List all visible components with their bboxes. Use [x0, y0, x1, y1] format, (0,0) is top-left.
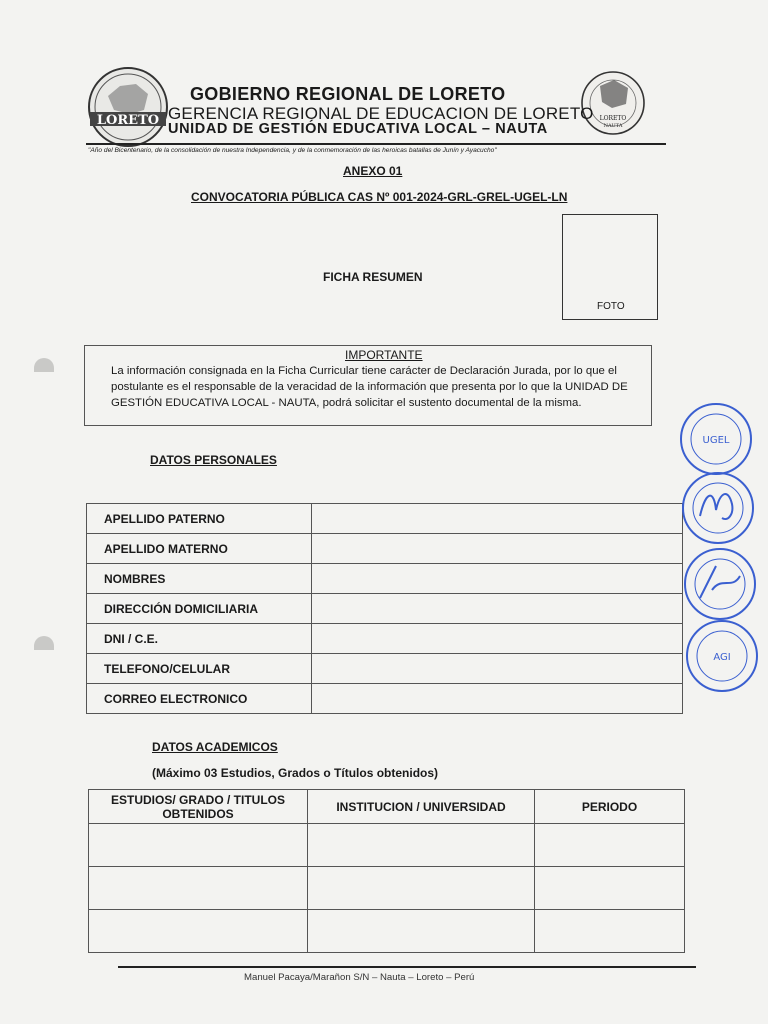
- punch-hole: [34, 358, 54, 372]
- col-header-institucion: INSTITUCION / UNIVERSIDAD: [308, 790, 535, 824]
- footer-address: Manuel Pacaya/Marañon S/N – Nauta – Loreto – Perú: [244, 972, 475, 983]
- footer-rule: [118, 966, 696, 968]
- table-row: [89, 910, 685, 953]
- table-cell[interactable]: [535, 910, 685, 953]
- loreto-logo-left: [86, 66, 170, 148]
- table-cell[interactable]: [89, 867, 308, 910]
- year-motto: "Año del Bicentenario, de la consolidación de nuestra Independencia, y de la conmemoración de las heroicas batallas de Junín y Ayacucho": [88, 147, 497, 154]
- unidad-title: UNIDAD DE GESTIÓN EDUCATIVA LOCAL – NAUTA: [168, 121, 548, 137]
- photo-label: FOTO: [597, 301, 625, 312]
- table-row: [87, 594, 683, 624]
- signature-seal-icon: [682, 546, 758, 622]
- logo-left-text: LORETO: [96, 113, 160, 128]
- table-cell[interactable]: [308, 867, 535, 910]
- table-header-row: [89, 790, 685, 824]
- personal-data-heading: DATOS PERSONALES: [150, 453, 277, 467]
- correo-field[interactable]: [312, 684, 683, 714]
- important-text: La información consignada en la Ficha Curricular tiene carácter de Declaración Jurada, por lo que el postulante es el responsable de la veracidad de la información que presenta por lo que la UNIDAD DE GESTIÓN EDUCATIVA LOCAL - NAUTA, podrá solicitar el sustento documental de la misma.: [111, 365, 628, 409]
- gerencia-title: GERENCIA REGIONAL DE EDUCACION DE LORETO: [168, 104, 594, 123]
- table-cell[interactable]: [89, 910, 308, 953]
- table-row: [87, 684, 683, 714]
- signature-seal-icon: [680, 470, 756, 546]
- nombres-field[interactable]: [312, 564, 683, 594]
- academic-data-table: [88, 789, 685, 953]
- direccion-field[interactable]: [312, 594, 683, 624]
- svg-text:NAUTA: NAUTA: [603, 123, 623, 129]
- svg-text:AGI: AGI: [713, 652, 731, 663]
- punch-hole: [34, 636, 54, 650]
- dni-field[interactable]: [312, 624, 683, 654]
- academic-note: (Máximo 03 Estudios, Grados o Títulos obtenidos): [152, 766, 439, 780]
- col-header-periodo: PERIODO: [535, 790, 685, 824]
- field-label: APELLIDO PATERNO: [87, 504, 312, 534]
- apellido-materno-field[interactable]: [312, 534, 683, 564]
- table-row: [87, 654, 683, 684]
- field-label: DIRECCIÓN DOMICILIARIA: [87, 594, 312, 624]
- table-row: [87, 504, 683, 534]
- table-row: [87, 624, 683, 654]
- ugel-nauta-logo-right: [574, 70, 652, 136]
- table-cell[interactable]: [535, 824, 685, 867]
- important-title: IMPORTANTE: [345, 348, 423, 362]
- table-cell[interactable]: [308, 910, 535, 953]
- table-cell[interactable]: [308, 824, 535, 867]
- apellido-paterno-field[interactable]: [312, 504, 683, 534]
- table-row: [89, 867, 685, 910]
- anexo-label: ANEXO 01: [343, 164, 403, 178]
- header-rule: [86, 143, 666, 145]
- field-label: APELLIDO MATERNO: [87, 534, 312, 564]
- svg-text:UGEL: UGEL: [702, 435, 730, 446]
- academic-data-heading: DATOS ACADEMICOS: [152, 740, 278, 754]
- table-row: [87, 564, 683, 594]
- telefono-field[interactable]: [312, 654, 683, 684]
- official-seal-icon: [678, 401, 754, 477]
- field-label: DNI / C.E.: [87, 624, 312, 654]
- field-label: TELEFONO/CELULAR: [87, 654, 312, 684]
- gov-title: GOBIERNO REGIONAL DE LORETO: [190, 84, 506, 104]
- table-cell[interactable]: [89, 824, 308, 867]
- table-row: [89, 824, 685, 867]
- table-row: [87, 534, 683, 564]
- col-header-estudios: ESTUDIOS/ GRADO / TITULOS OBTENIDOS: [89, 790, 308, 824]
- field-label: CORREO ELECTRONICO: [87, 684, 312, 714]
- personal-data-table: [86, 503, 683, 714]
- svg-text:LORETO: LORETO: [599, 115, 627, 122]
- convocatoria-title: CONVOCATORIA PÚBLICA CAS Nº 001-2024-GRL-GREL-UGEL-LN: [191, 190, 568, 204]
- official-seal-icon: [684, 618, 760, 694]
- table-cell[interactable]: [535, 867, 685, 910]
- ficha-resumen-title: FICHA RESUMEN: [323, 270, 423, 284]
- field-label: NOMBRES: [87, 564, 312, 594]
